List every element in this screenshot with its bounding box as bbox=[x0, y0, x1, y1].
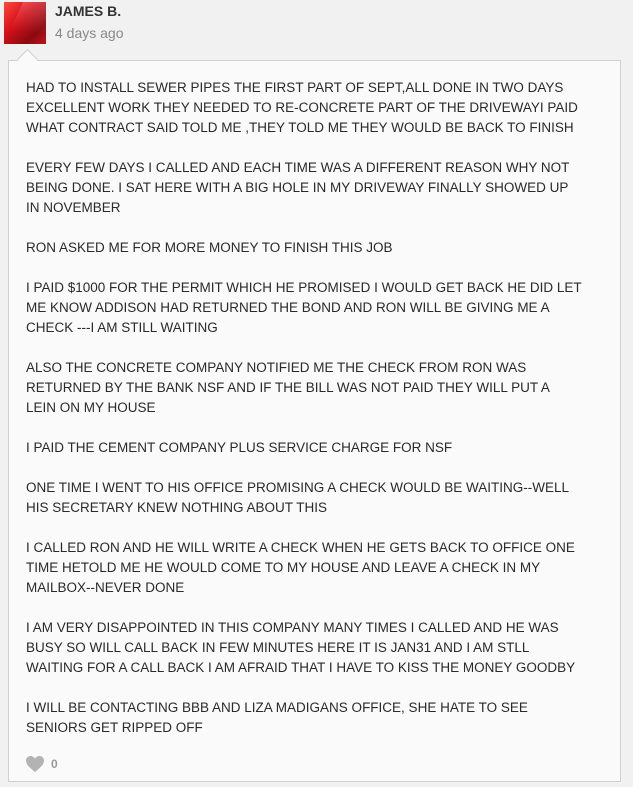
review-line: WAITING FOR A CALL BACK I AM AFRAID THAT I HAVE TO KISS THE MONEY GOODBY bbox=[26, 660, 576, 675]
review-line: HIS SECRETARY KNEW NOTHING ABOUT THIS bbox=[26, 500, 328, 515]
review-line: WHAT CONTRACT SAID TOLD ME ,THEY TOLD ME THEY WOULD BE BACK TO FINISH bbox=[26, 120, 574, 135]
review-line: I AM VERY DISAPPOINTED IN THIS COMPANY MANY TIMES I CALLED AND HE WAS bbox=[26, 620, 559, 635]
review-line: EVERY FEW DAYS I CALLED AND EACH TIME WAS A DIFFERENT REASON WHY NOT bbox=[26, 160, 570, 175]
review-line: ME KNOW ADDISON HAD RETURNED THE BOND AND RON WILL BE GIVING ME A bbox=[26, 300, 550, 315]
like-button[interactable] bbox=[25, 755, 58, 773]
review-line: LEIN ON MY HOUSE bbox=[26, 400, 156, 415]
review-line: HAD TO INSTALL SEWER PIPES THE FIRST PART OF SEPT,ALL DONE IN TWO DAYS bbox=[26, 80, 564, 95]
review-line: RON ASKED ME FOR MORE MONEY TO FINISH THIS JOB bbox=[26, 240, 393, 255]
review-text bbox=[26, 78, 616, 758]
review-line: CHECK ---I AM STILL WAITING bbox=[26, 320, 218, 335]
review-line: ONE TIME I WENT TO HIS OFFICE PROMISING A CHECK WOULD BE WAITING--WELL bbox=[26, 480, 570, 495]
review-paragraph bbox=[26, 538, 616, 598]
review-line: MAILBOX--NEVER DONE bbox=[26, 580, 185, 595]
post-timestamp: 4 days ago bbox=[55, 25, 124, 41]
review-line: TIME HETOLD ME HE WOULD COME TO MY HOUSE AND LEAVE A CHECK IN MY bbox=[26, 560, 541, 575]
review-line: I WILL BE CONTACTING BBB AND LIZA MADIGANS OFFICE, SHE HATE TO SEE bbox=[26, 700, 528, 715]
avatar[interactable] bbox=[4, 2, 46, 44]
review-paragraph bbox=[26, 78, 616, 138]
review-line: I PAID THE CEMENT COMPANY PLUS SERVICE CHARGE FOR NSF bbox=[26, 440, 453, 455]
review-paragraph bbox=[26, 618, 616, 678]
like-count: 0 bbox=[51, 757, 58, 771]
review-line: BEING DONE. I SAT HERE WITH A BIG HOLE IN MY DRIVEWAY FINALLY SHOWED UP bbox=[26, 180, 569, 195]
review-line: ALSO THE CONCRETE COMPANY NOTIFIED ME THE CHECK FROM RON WAS bbox=[26, 360, 527, 375]
author-name[interactable]: JAMES B. bbox=[55, 3, 122, 19]
review-paragraph bbox=[26, 438, 616, 458]
review-line: SENIORS GET RIPPED OFF bbox=[26, 720, 203, 735]
review-paragraph bbox=[26, 358, 616, 418]
review-line: RETURNED BY THE BANK NSF AND IF THE BILL WAS NOT PAID THEY WILL PUT A bbox=[26, 380, 550, 395]
review-paragraph bbox=[26, 158, 616, 218]
review-line: I CALLED RON AND HE WILL WRITE A CHECK WHEN HE GETS BACK TO OFFICE ONE bbox=[26, 540, 575, 555]
review-paragraph bbox=[26, 278, 616, 338]
heart-icon bbox=[25, 755, 45, 773]
review-paragraph bbox=[26, 698, 616, 738]
review-paragraph bbox=[26, 478, 616, 518]
review-header bbox=[0, 0, 633, 52]
review-line: IN NOVEMBER bbox=[26, 200, 121, 215]
review-line: I PAID $1000 FOR THE PERMIT WHICH HE PROMISED I WOULD GET BACK HE DID LET bbox=[26, 280, 582, 295]
review-paragraph bbox=[26, 238, 616, 258]
review-line: EXCELLENT WORK THEY NEEDED TO RE-CONCRETE PART OF THE DRIVEWAYI PAID bbox=[26, 100, 578, 115]
review-line: BUSY SO WILL CALL BACK IN FEW MINUTES HERE IT IS JAN31 AND I AM STLL bbox=[26, 640, 530, 655]
